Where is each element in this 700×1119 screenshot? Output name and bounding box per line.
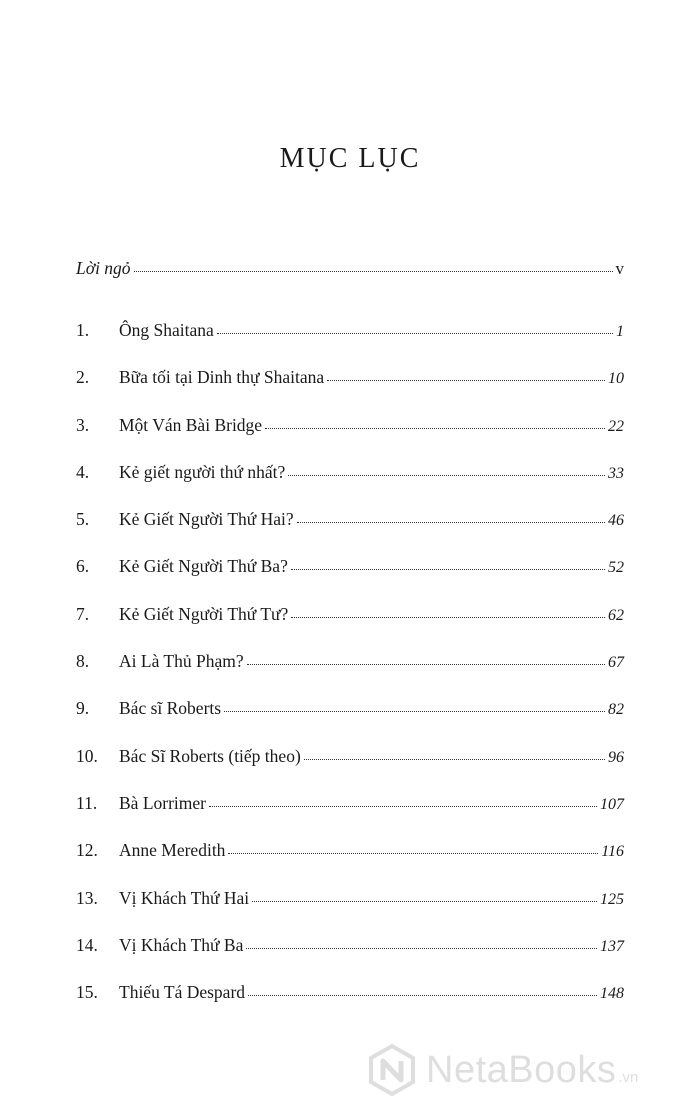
toc-row[interactable] xyxy=(76,840,624,887)
toc-title: Lời ngỏ xyxy=(76,258,131,278)
toc-title: Ông Shaitana xyxy=(119,320,214,340)
toc-page-number: 107 xyxy=(600,795,624,813)
toc-number: 7. xyxy=(76,603,90,624)
netabooks-logo-icon xyxy=(366,1044,418,1096)
toc-title: Kẻ Giết Người Thứ Hai? xyxy=(119,509,294,530)
dot-leader xyxy=(291,568,605,570)
dot-leader xyxy=(246,947,597,949)
toc-row[interactable] xyxy=(76,888,624,935)
table-of-contents xyxy=(76,258,624,1029)
toc-number: 11. xyxy=(76,792,98,813)
page-title: MỤC LỤC xyxy=(279,142,421,174)
dot-leader xyxy=(134,270,613,272)
toc-title: Bữa tối tại Dinh thự Shaitana xyxy=(119,367,325,388)
toc-number: 10. xyxy=(76,745,98,766)
watermark-text: NetaBooks xyxy=(426,1048,617,1091)
toc-number: 15. xyxy=(76,982,98,1003)
toc-title: Bác Sĩ Roberts (tiếp theo) xyxy=(119,745,301,766)
watermark-suffix: .vn xyxy=(618,1069,639,1086)
dot-leader xyxy=(228,852,598,854)
toc-page-number: 96 xyxy=(608,748,624,766)
toc-page-number: 125 xyxy=(600,890,624,908)
toc-title: Kẻ Giết Người Thứ Tư? xyxy=(119,603,289,624)
toc-number: 3. xyxy=(76,414,90,435)
toc-page-number: 46 xyxy=(608,512,624,530)
toc-number: 2. xyxy=(76,367,90,388)
dot-leader xyxy=(217,332,613,334)
toc-row[interactable] xyxy=(76,698,624,745)
toc-number: 9. xyxy=(76,698,90,719)
toc-page-number: 22 xyxy=(608,417,624,435)
watermark xyxy=(366,1042,686,1098)
toc-row[interactable] xyxy=(76,651,624,698)
toc-title: Một Ván Bài Bridge xyxy=(119,414,263,435)
dot-leader xyxy=(248,994,597,996)
toc-title: Kẻ giết người thứ nhất? xyxy=(119,461,286,482)
toc-title: Ai Là Thủ Phạm? xyxy=(119,651,244,672)
toc-title: Anne Meredith xyxy=(119,840,226,861)
toc-title: Bà Lorrimer xyxy=(119,792,206,813)
toc-row[interactable] xyxy=(76,604,624,651)
dot-leader xyxy=(304,758,605,760)
toc-page-number: 33 xyxy=(608,464,624,482)
toc-page-number: 52 xyxy=(608,559,624,577)
toc-number: 4. xyxy=(76,461,90,482)
toc-row[interactable] xyxy=(76,793,624,840)
toc-page-number: 82 xyxy=(608,701,624,719)
toc-page-number: 148 xyxy=(600,985,624,1003)
toc-page-number: v xyxy=(615,259,624,278)
dot-leader xyxy=(297,521,605,523)
dot-leader xyxy=(288,474,605,476)
dot-leader xyxy=(265,427,605,429)
toc-page-number: 116 xyxy=(601,843,624,861)
toc-page-number: 1 xyxy=(616,323,624,340)
toc-number: 1. xyxy=(76,320,90,340)
toc-number: 6. xyxy=(76,556,90,577)
toc-row[interactable] xyxy=(76,746,624,793)
toc-number: 13. xyxy=(76,887,98,908)
dot-leader xyxy=(291,616,605,618)
toc-row[interactable] xyxy=(76,556,624,603)
dot-leader xyxy=(209,805,597,807)
toc-title: Vị Khách Thứ Ba xyxy=(119,934,244,955)
toc-row[interactable] xyxy=(76,935,624,982)
toc-row[interactable] xyxy=(76,367,624,414)
toc-page-number: 62 xyxy=(608,606,624,624)
dot-leader xyxy=(224,710,605,712)
toc-row[interactable] xyxy=(76,982,624,1029)
toc-title: Kẻ Giết Người Thứ Ba? xyxy=(119,556,288,577)
toc-preface-row[interactable] xyxy=(76,258,624,320)
toc-page-number: 137 xyxy=(600,937,624,955)
toc-row[interactable] xyxy=(76,509,624,556)
toc-page-number: 10 xyxy=(608,370,624,388)
toc-row[interactable] xyxy=(76,320,624,367)
toc-title: Thiếu Tá Despard xyxy=(119,982,246,1003)
toc-number: 5. xyxy=(76,509,90,530)
toc-row[interactable] xyxy=(76,415,624,462)
toc-row[interactable] xyxy=(76,462,624,509)
dot-leader xyxy=(327,379,605,381)
toc-number: 12. xyxy=(76,840,98,861)
toc-number: 14. xyxy=(76,934,98,955)
toc-title: Bác sĩ Roberts xyxy=(119,698,222,719)
toc-title: Vị Khách Thứ Hai xyxy=(119,887,250,908)
toc-page-number: 67 xyxy=(608,654,624,672)
dot-leader xyxy=(252,900,597,902)
dot-leader xyxy=(247,663,605,665)
toc-number: 8. xyxy=(76,651,90,672)
